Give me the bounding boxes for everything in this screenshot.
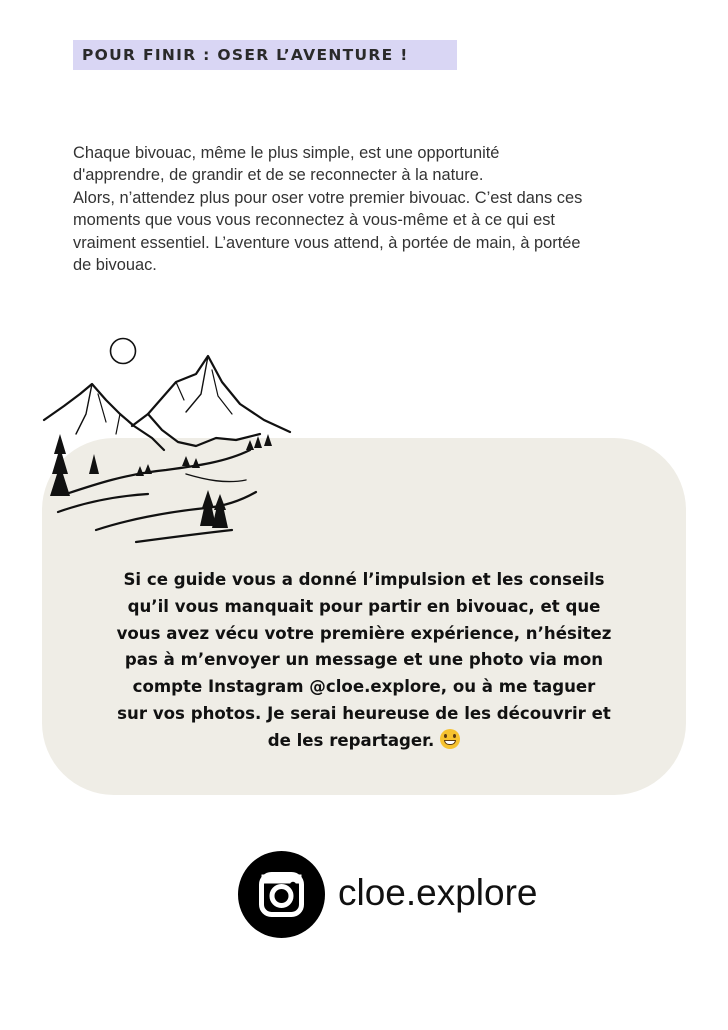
intro-line: de bivouac.: [73, 256, 157, 275]
instagram-handle[interactable]: cloe.explore: [338, 872, 538, 913]
callout-line: sur vos photos. Je serai heureuse de les découvrir et: [117, 703, 611, 723]
callout-line: pas à m’envoyer un message et une photo via mon: [124, 650, 604, 670]
callout-text: [100, 567, 628, 755]
intro-line: d'apprendre, de grandir et de se reconnecter à la nature.: [73, 166, 484, 185]
callout-line: qu’il vous manquait pour partir en bivouac, et que: [127, 596, 601, 616]
callout-line: de les repartager.: [267, 730, 435, 750]
intro-line: vraiment essentiel. L’aventure vous attend, à portée de main, à portée: [73, 233, 581, 252]
section-header: [73, 40, 457, 70]
intro-paragraph: [73, 142, 663, 276]
intro-line: moments que vous vous reconnectez à vous-même et à ce qui est: [73, 211, 555, 230]
intro-line: Chaque bivouac, même le plus simple, est une opportunité: [73, 144, 500, 162]
mountain-illustration: [36, 334, 296, 548]
callout-line: Si ce guide vous a donné l’impulsion et les conseils: [123, 570, 605, 589]
intro-line: Alors, n’attendez plus pour oser votre premier bivouac. C’est dans ces: [73, 188, 583, 207]
callout-line: compte Instagram @cloe.explore, ou à me taguer: [132, 677, 596, 697]
section-title: POUR FINIR : OSER L’AVENTURE !: [82, 46, 409, 64]
camera-glyph-icon: [259, 872, 304, 917]
callout-line-last: [100, 728, 628, 755]
grinning-face-emoji-icon: [440, 729, 460, 749]
instagram-icon[interactable]: [238, 851, 325, 938]
callout-line: vous avez vécu votre première expérience, n’hésitez: [116, 623, 612, 643]
